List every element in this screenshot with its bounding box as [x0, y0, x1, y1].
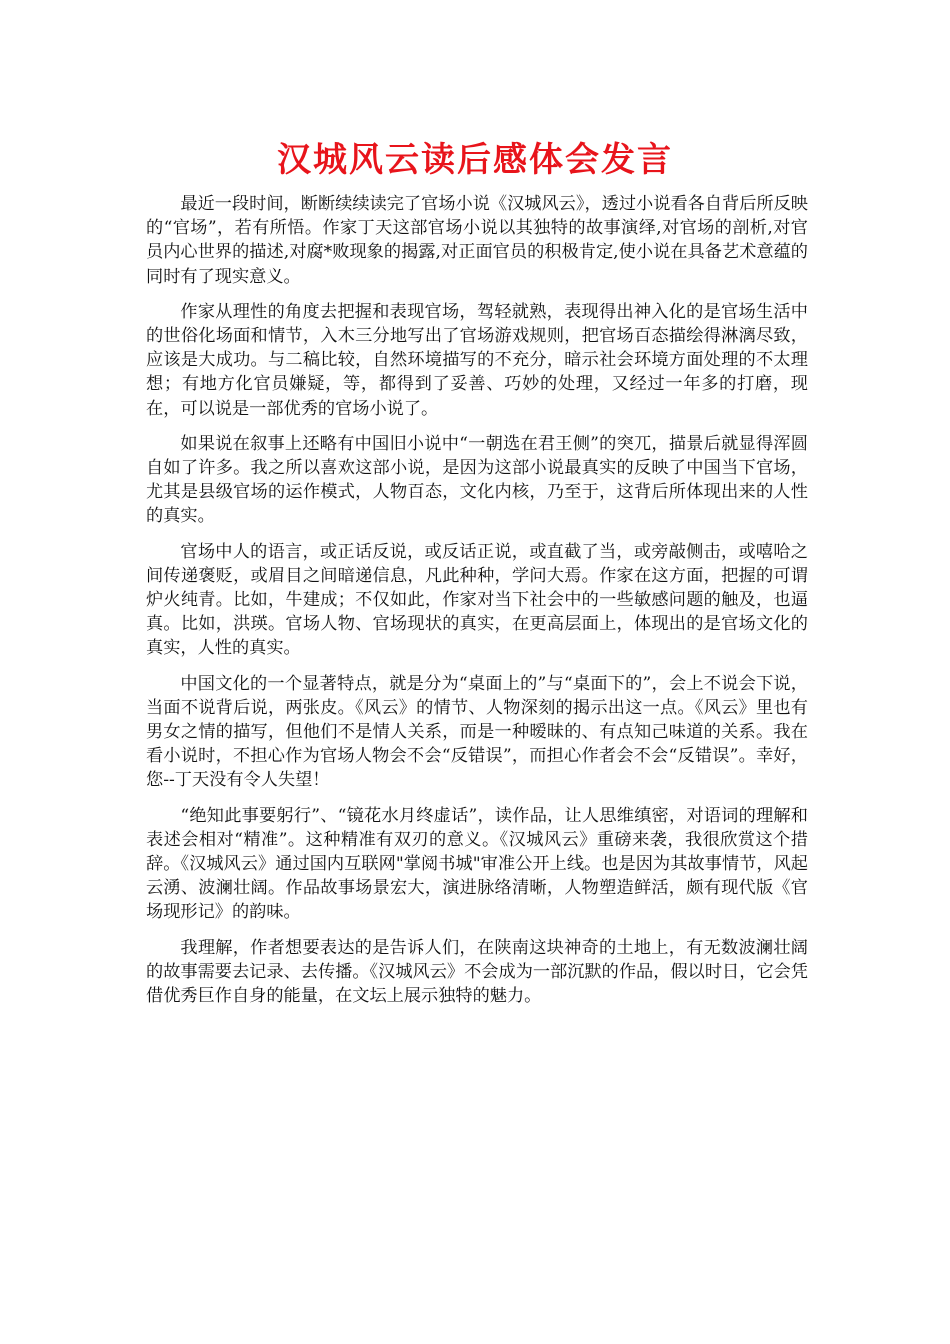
- paragraph-1: 最近一段时间，断断续续读完了官场小说《汉城风云》，透过小说看各自背后所反映的“官场”，若有所悟。作家丁天这部官场小说以其独特的故事演绎,对官场的剖析,对官员内心世界的描述,对腐*败现象的揭露,对正面官员的积极肯定,使小说在具备艺术意蕴的同时有了现实意义。: [146, 194, 808, 287]
- paragraph-3: 如果说在叙事上还略有中国旧小说中“一朝选在君王侧”的突兀，描景后就显得浑圆自如了许多。我之所以喜欢这部小说，是因为这部小说最真实的反映了中国当下官场，尤其是县级官场的运作模式，人物百态，文化内核，乃至于，这背后所体现出来的人性的真实。: [146, 433, 808, 527]
- paragraph-6: “绝知此事要躬行”、“镜花水月终虚话”，读作品，让人思维缜密，对语词的理解和表述会相对“精准”。这种精准有双刃的意义。《汉城风云》重磅来袭，我很欣赏这个措辞。《汉城风云》通过国内互联网"掌阅书城"审准公开上线。也是因为其故事情节，风起云湧、波澜壮阔。作品故事场景宏大，演进脉络清晰，人物塑造鲜活，颇有现代版《官场现形记》的韵味。: [146, 805, 808, 923]
- paragraph-5: 中国文化的一个显著特点，就是分为“桌面上的”与“桌面下的”，会上不说会下说，当面不说背后说，两张皮。《风云》的情节、人物深刻的揭示出这一点。《风云》里也有男女之情的描写，但他们不是情人关系，而是一种暧昧的、有点知己味道的关系。我在看小说时，不担心作为官场人物会不会“反错误”，而担心作者会不会“反错误”。幸好，您--丁天没有令人失望！: [146, 673, 808, 791]
- document-body: [146, 192, 808, 1019]
- paragraph-4: 官场中人的语言，或正话反说，或反话正说，或直截了当，或旁敲侧击，或嘻哈之间传递褒贬，或眉目之间暗递信息，凡此种种，学问大焉。作家在这方面，把握的可谓炉火纯青。比如，牛建成；不仅如此，作家对当下社会中的一些敏感问题的触及，也逼真。比如，洪瑛。官场人物、官场现状的真实，在更高层面上，体现出的是官场文化的真实，人性的真实。: [146, 541, 808, 659]
- document-title: 汉城风云读后感体会发言: [277, 140, 673, 180]
- paragraph-7: 我理解，作者想要表达的是告诉人们，在陕南这块神奇的土地上，有无数波澜壮阔的故事需要去记录、去传播。《汉城风云》不会成为一部沉默的作品，假以时日，它会凭借优秀巨作自身的能量，在文坛上展示独特的魅力。: [146, 937, 808, 1007]
- paragraph-2: 作家从理性的角度去把握和表现官场，驾轻就熟，表现得出神入化的是官场生活中的世俗化场面和情节，入木三分地写出了官场游戏规则，把官场百态描绘得淋漓尽致，应该是大成功。与二稿比较，自然环境描写的不充分，暗示社会环境方面处理的不太理想；有地方化官员嫌疑，等，都得到了妥善、巧妙的处理，又经过一年多的打磨，现在，可以说是一部优秀的官场小说了。: [146, 301, 808, 419]
